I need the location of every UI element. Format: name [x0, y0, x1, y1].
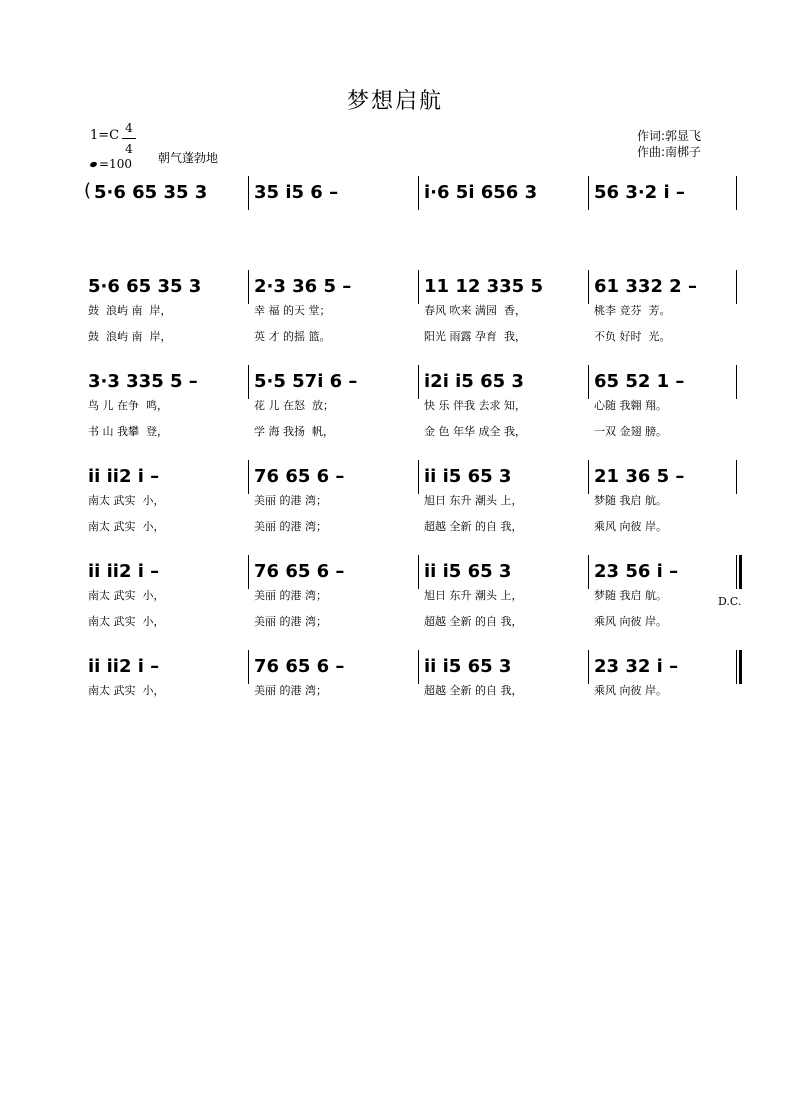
lyric-line: 超越 全新 的自 我，: [424, 520, 523, 533]
measure-notes: 3·3 335 5 –: [88, 371, 198, 392]
lyric-line: 鼓 浪屿 南 岸，: [88, 304, 172, 317]
measure-notes: 2·3 36 5 –: [254, 276, 352, 297]
page-title: 梦想启航: [346, 89, 443, 114]
measure-notes: 65 52 1 –: [594, 371, 685, 392]
quarter-note-icon: [89, 161, 97, 168]
barline: [248, 460, 249, 494]
time-signature: [122, 119, 136, 158]
tempo-marking: [90, 157, 132, 171]
lyric-line: 美丽 的港 湾；: [254, 520, 327, 533]
lyric-line: 梦随 我启 航。: [594, 589, 667, 602]
tempo-value: =100: [99, 157, 132, 171]
lyric-line: 乘风 向彼 岸。: [594, 615, 667, 628]
barline: [588, 650, 589, 684]
barline: [588, 270, 589, 304]
barline: [588, 365, 589, 399]
time-sig-divider: [122, 138, 136, 139]
lyric-line: 超越 全新 的自 我，: [424, 615, 523, 628]
measure-notes: ii ii2 i –: [88, 656, 160, 677]
lyric-line: 乘风 向彼 岸。: [594, 520, 667, 533]
barline: [418, 460, 419, 494]
barline: [736, 650, 737, 684]
measure-notes: ii ii2 i –: [88, 561, 160, 582]
lyric-line: 鸟 儿 在争 鸣，: [88, 399, 168, 412]
measure-notes: 23 32 i –: [594, 656, 679, 677]
lyric-line: 英 才 的摇 篮。: [254, 330, 331, 343]
lyric-line: 学 海 我扬 帆，: [254, 425, 334, 438]
lyricist: 作词:郭显飞: [637, 129, 702, 143]
barline: [248, 555, 249, 589]
measure-notes: 5·6 65 35 3: [88, 276, 202, 297]
intro-open-paren: (: [84, 180, 92, 201]
lyric-line: 美丽 的港 湾；: [254, 494, 327, 507]
lyric-line: 南太 武实 小，: [88, 520, 165, 533]
barline: [736, 176, 737, 210]
lyric-line: 南太 武实 小，: [88, 589, 165, 602]
barline: [418, 650, 419, 684]
barline: [418, 555, 419, 589]
measure-notes: ii ii2 i –: [88, 466, 160, 487]
expression-marking: 朝气蓬勃地: [158, 151, 219, 165]
measure-notes: 11 12 335 5: [424, 276, 543, 297]
lyric-line: 春风 吹来 满园 香，: [424, 304, 526, 317]
credits: [637, 128, 701, 160]
lyric-line: 南太 武实 小，: [88, 615, 165, 628]
barline: [736, 555, 737, 589]
lyric-line: 乘风 向彼 岸。: [594, 684, 667, 697]
lyric-line: 超越 全新 的自 我，: [424, 684, 523, 697]
key-signature: 1=C: [90, 128, 120, 143]
lyric-line: 阳光 雨露 孕育 我，: [424, 330, 526, 343]
time-sig-top: 4: [125, 121, 133, 135]
lyric-line: 桃李 竞芬 芳。: [594, 304, 671, 317]
barline: [588, 555, 589, 589]
barline: [248, 650, 249, 684]
da-capo-mark: D.C.: [718, 595, 742, 608]
barline: [736, 365, 737, 399]
measure-notes: i·6 5i 656 3: [424, 182, 538, 203]
barline: [418, 270, 419, 304]
lyric-line: 不负 好时 光。: [594, 330, 671, 343]
measure-notes: 21 36 5 –: [594, 466, 685, 487]
measure-notes: 5·6 65 35 3: [94, 182, 208, 203]
lyric-line: 美丽 的港 湾；: [254, 589, 327, 602]
final-barline: [739, 650, 742, 684]
lyric-line: 南太 武实 小，: [88, 684, 165, 697]
lyric-line: 美丽 的港 湾；: [254, 684, 327, 697]
measure-notes: 76 65 6 –: [254, 656, 345, 677]
composer: 作曲:南梆子: [637, 145, 702, 159]
measure-notes: ii i5 65 3: [424, 656, 512, 677]
measure-notes: 5·5 57i 6 –: [254, 371, 358, 392]
barline: [736, 270, 737, 304]
barline: [248, 270, 249, 304]
lyric-line: 书 山 我攀 登，: [88, 425, 168, 438]
measure-notes: 61 332 2 –: [594, 276, 697, 297]
barline: [248, 365, 249, 399]
measure-notes: 23 56 i –: [594, 561, 679, 582]
barline: [588, 176, 589, 210]
measure-notes: ii i5 65 3: [424, 466, 512, 487]
lyric-line: 心随 我翱 翔。: [594, 399, 667, 412]
barline: [736, 460, 737, 494]
lyric-line: 鼓 浪屿 南 岸，: [88, 330, 172, 343]
lyric-line: 金 色 年华 成全 我，: [424, 425, 526, 438]
lyric-line: 幸 福 的天 堂；: [254, 304, 331, 317]
time-sig-bottom: 4: [125, 142, 133, 156]
barline: [418, 176, 419, 210]
barline: [248, 176, 249, 210]
measure-notes: 56 3·2 i –: [594, 182, 685, 203]
measure-notes: 76 65 6 –: [254, 561, 345, 582]
measure-notes: ii i5 65 3: [424, 561, 512, 582]
measure-notes: 76 65 6 –: [254, 466, 345, 487]
measure-notes: i2i i5 65 3: [424, 371, 524, 392]
lyric-line: 南太 武实 小，: [88, 494, 165, 507]
barline: [588, 460, 589, 494]
lyric-line: 梦随 我启 航。: [594, 494, 667, 507]
lyric-line: 旭日 东升 潮头 上，: [424, 494, 523, 507]
lyric-line: 花 儿 在怒 放；: [254, 399, 334, 412]
lyric-line: 美丽 的港 湾；: [254, 615, 327, 628]
lyric-line: 旭日 东升 潮头 上，: [424, 589, 523, 602]
barline: [418, 365, 419, 399]
measure-notes: 35 i5 6 –: [254, 182, 339, 203]
lyric-line: 一双 金翅 膀。: [594, 425, 667, 438]
final-barline: [739, 555, 742, 589]
lyric-line: 快 乐 伴我 去求 知，: [424, 399, 526, 412]
